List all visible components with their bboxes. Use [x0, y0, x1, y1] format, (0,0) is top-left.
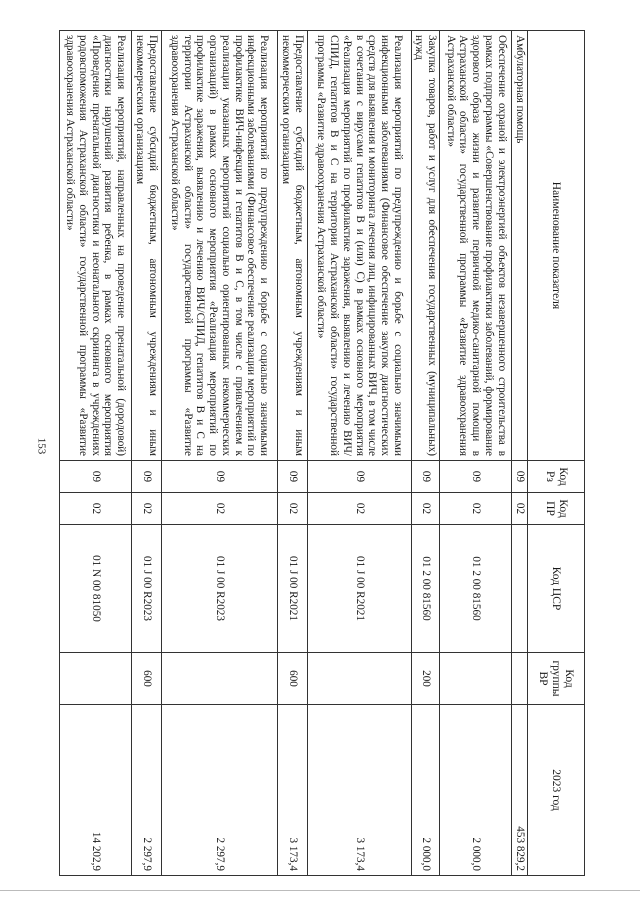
row-csr: 01 J 00 R2023 — [131, 525, 161, 653]
row-name: Амбулаторная помощь — [512, 31, 528, 461]
row-rz: 09 — [131, 461, 161, 493]
table-row — [277, 31, 307, 876]
row-csr: 01 2 00 81560 — [411, 525, 440, 653]
table-row — [59, 31, 131, 876]
row-value: 2 297,9 — [161, 705, 277, 876]
row-csr: 01 N 00 81050 — [59, 525, 131, 653]
row-csr: 01 J 00 R2021 — [307, 525, 411, 653]
row-vr: 200 — [411, 653, 440, 705]
row-name: Обеспечение охраной и электроэнергией объектов незавершенного строительства в рамках подпрограммы «Совершенствование профилактики заболеваний, формирование здорового образа жизни и развитие первичной медико-санитарной помощи в Астраханской области» государственной программы «Развитие здравоохранения Астраханской области» — [440, 31, 512, 461]
row-vr — [307, 653, 411, 705]
header-pr: Код ПР — [528, 493, 585, 525]
row-name: Предоставление субсидий бюджетным, автономным учреждениям и иным некоммерческим организациям — [277, 31, 307, 461]
page-number: 153 — [35, 437, 48, 455]
row-rz: 09 — [307, 461, 411, 493]
row-vr: 600 — [277, 653, 307, 705]
table-row — [440, 31, 512, 876]
row-csr — [512, 525, 528, 653]
row-vr — [440, 653, 512, 705]
row-rz: 09 — [512, 461, 528, 493]
row-pr: 02 — [277, 493, 307, 525]
table-header-row — [528, 31, 585, 876]
row-csr: 01 J 00 R2021 — [277, 525, 307, 653]
scan-edge-line — [0, 890, 640, 891]
row-name: Реализация мероприятий по предупреждению и борьбе с социально значимыми инфекционными заболеваниями (Финансовое обеспечение закупок диагностических средств для выявления и мониторинга лечения лиц, инфицированных ВИЧ, в том числе в сочетании с вирусами гепатитов B и (или) C) в рамках основного мероприятия «Реализация мероприятий по профилактике заражения, выявлению и лечению ВИЧ/СПИД, гепатитов B и C на территории Астраханской области» государственной программы «Развитие здравоохранения Астраханской области» — [307, 31, 411, 461]
header-csr: Код ЦСР — [528, 525, 585, 653]
table-row — [131, 31, 161, 876]
header-vr: Код группы ВР — [528, 653, 585, 705]
row-value: 2 000,0 — [440, 705, 512, 876]
row-pr: 02 — [440, 493, 512, 525]
row-pr: 02 — [411, 493, 440, 525]
row-pr: 02 — [161, 493, 277, 525]
row-value: 3 173,4 — [277, 705, 307, 876]
row-csr: 01 J 00 R2023 — [161, 525, 277, 653]
row-vr — [59, 653, 131, 705]
row-value: 2 297,9 — [131, 705, 161, 876]
row-name: Реализация мероприятий, направленных на проведение пренатальной (дородовой) диагностики нарушений развития ребенка, в рамках основного мероприятия «Проведение пренатальной диагностики и неонатального скрининга в учреждениях родовспоможения Астраханской области» государственной программы «Развитие здравоохранения Астраханской области» — [59, 31, 131, 461]
budget-table — [59, 30, 585, 876]
row-rz: 09 — [277, 461, 307, 493]
row-rz: 09 — [59, 461, 131, 493]
table-row — [307, 31, 411, 876]
row-vr: 600 — [131, 653, 161, 705]
rotated-page-content — [63, 30, 585, 875]
row-vr — [512, 653, 528, 705]
row-pr: 02 — [512, 493, 528, 525]
row-name: Предоставление субсидий бюджетным, автономным учреждениям и иным некоммерческим организациям — [131, 31, 161, 461]
row-value: 14 202,9 — [59, 705, 131, 876]
row-value: 2 000,0 — [411, 705, 440, 876]
row-pr: 02 — [59, 493, 131, 525]
header-name: Наименование показателя — [528, 31, 585, 461]
row-name: Закупка товаров, работ и услуг для обеспечения государственных (муниципальных) нужд — [411, 31, 440, 461]
row-pr: 02 — [131, 493, 161, 525]
row-rz: 09 — [411, 461, 440, 493]
table-row — [411, 31, 440, 876]
row-value: 453 829,2 — [512, 705, 528, 876]
row-vr — [161, 653, 277, 705]
row-pr: 02 — [307, 493, 411, 525]
row-value: 3 173,4 — [307, 705, 411, 876]
header-year: 2023 год — [528, 705, 585, 876]
table-row — [161, 31, 277, 876]
row-csr: 01 2 00 81560 — [440, 525, 512, 653]
row-rz: 09 — [161, 461, 277, 493]
header-rz: Код Рз — [528, 461, 585, 493]
row-rz: 09 — [440, 461, 512, 493]
row-name: Реализация мероприятий по предупреждению и борьбе с социально значимыми инфекционными заболеваниями (Финансовое обеспечение реализации мероприятий по профилактике ВИЧ-инфекции и гепатитов B и C, в том числе с привлечением к реализации указанных мероприятий социально ориентированных некоммерческих организаций) в рамках основного мероприятия «Реализация мероприятий по профилактике заражения, выявлению и лечению ВИЧ/СПИД, гепатитов B и C на территории Астраханской области» государственной программы «Развитие здравоохранения Астраханской области» — [161, 31, 277, 461]
table-row — [512, 31, 528, 876]
